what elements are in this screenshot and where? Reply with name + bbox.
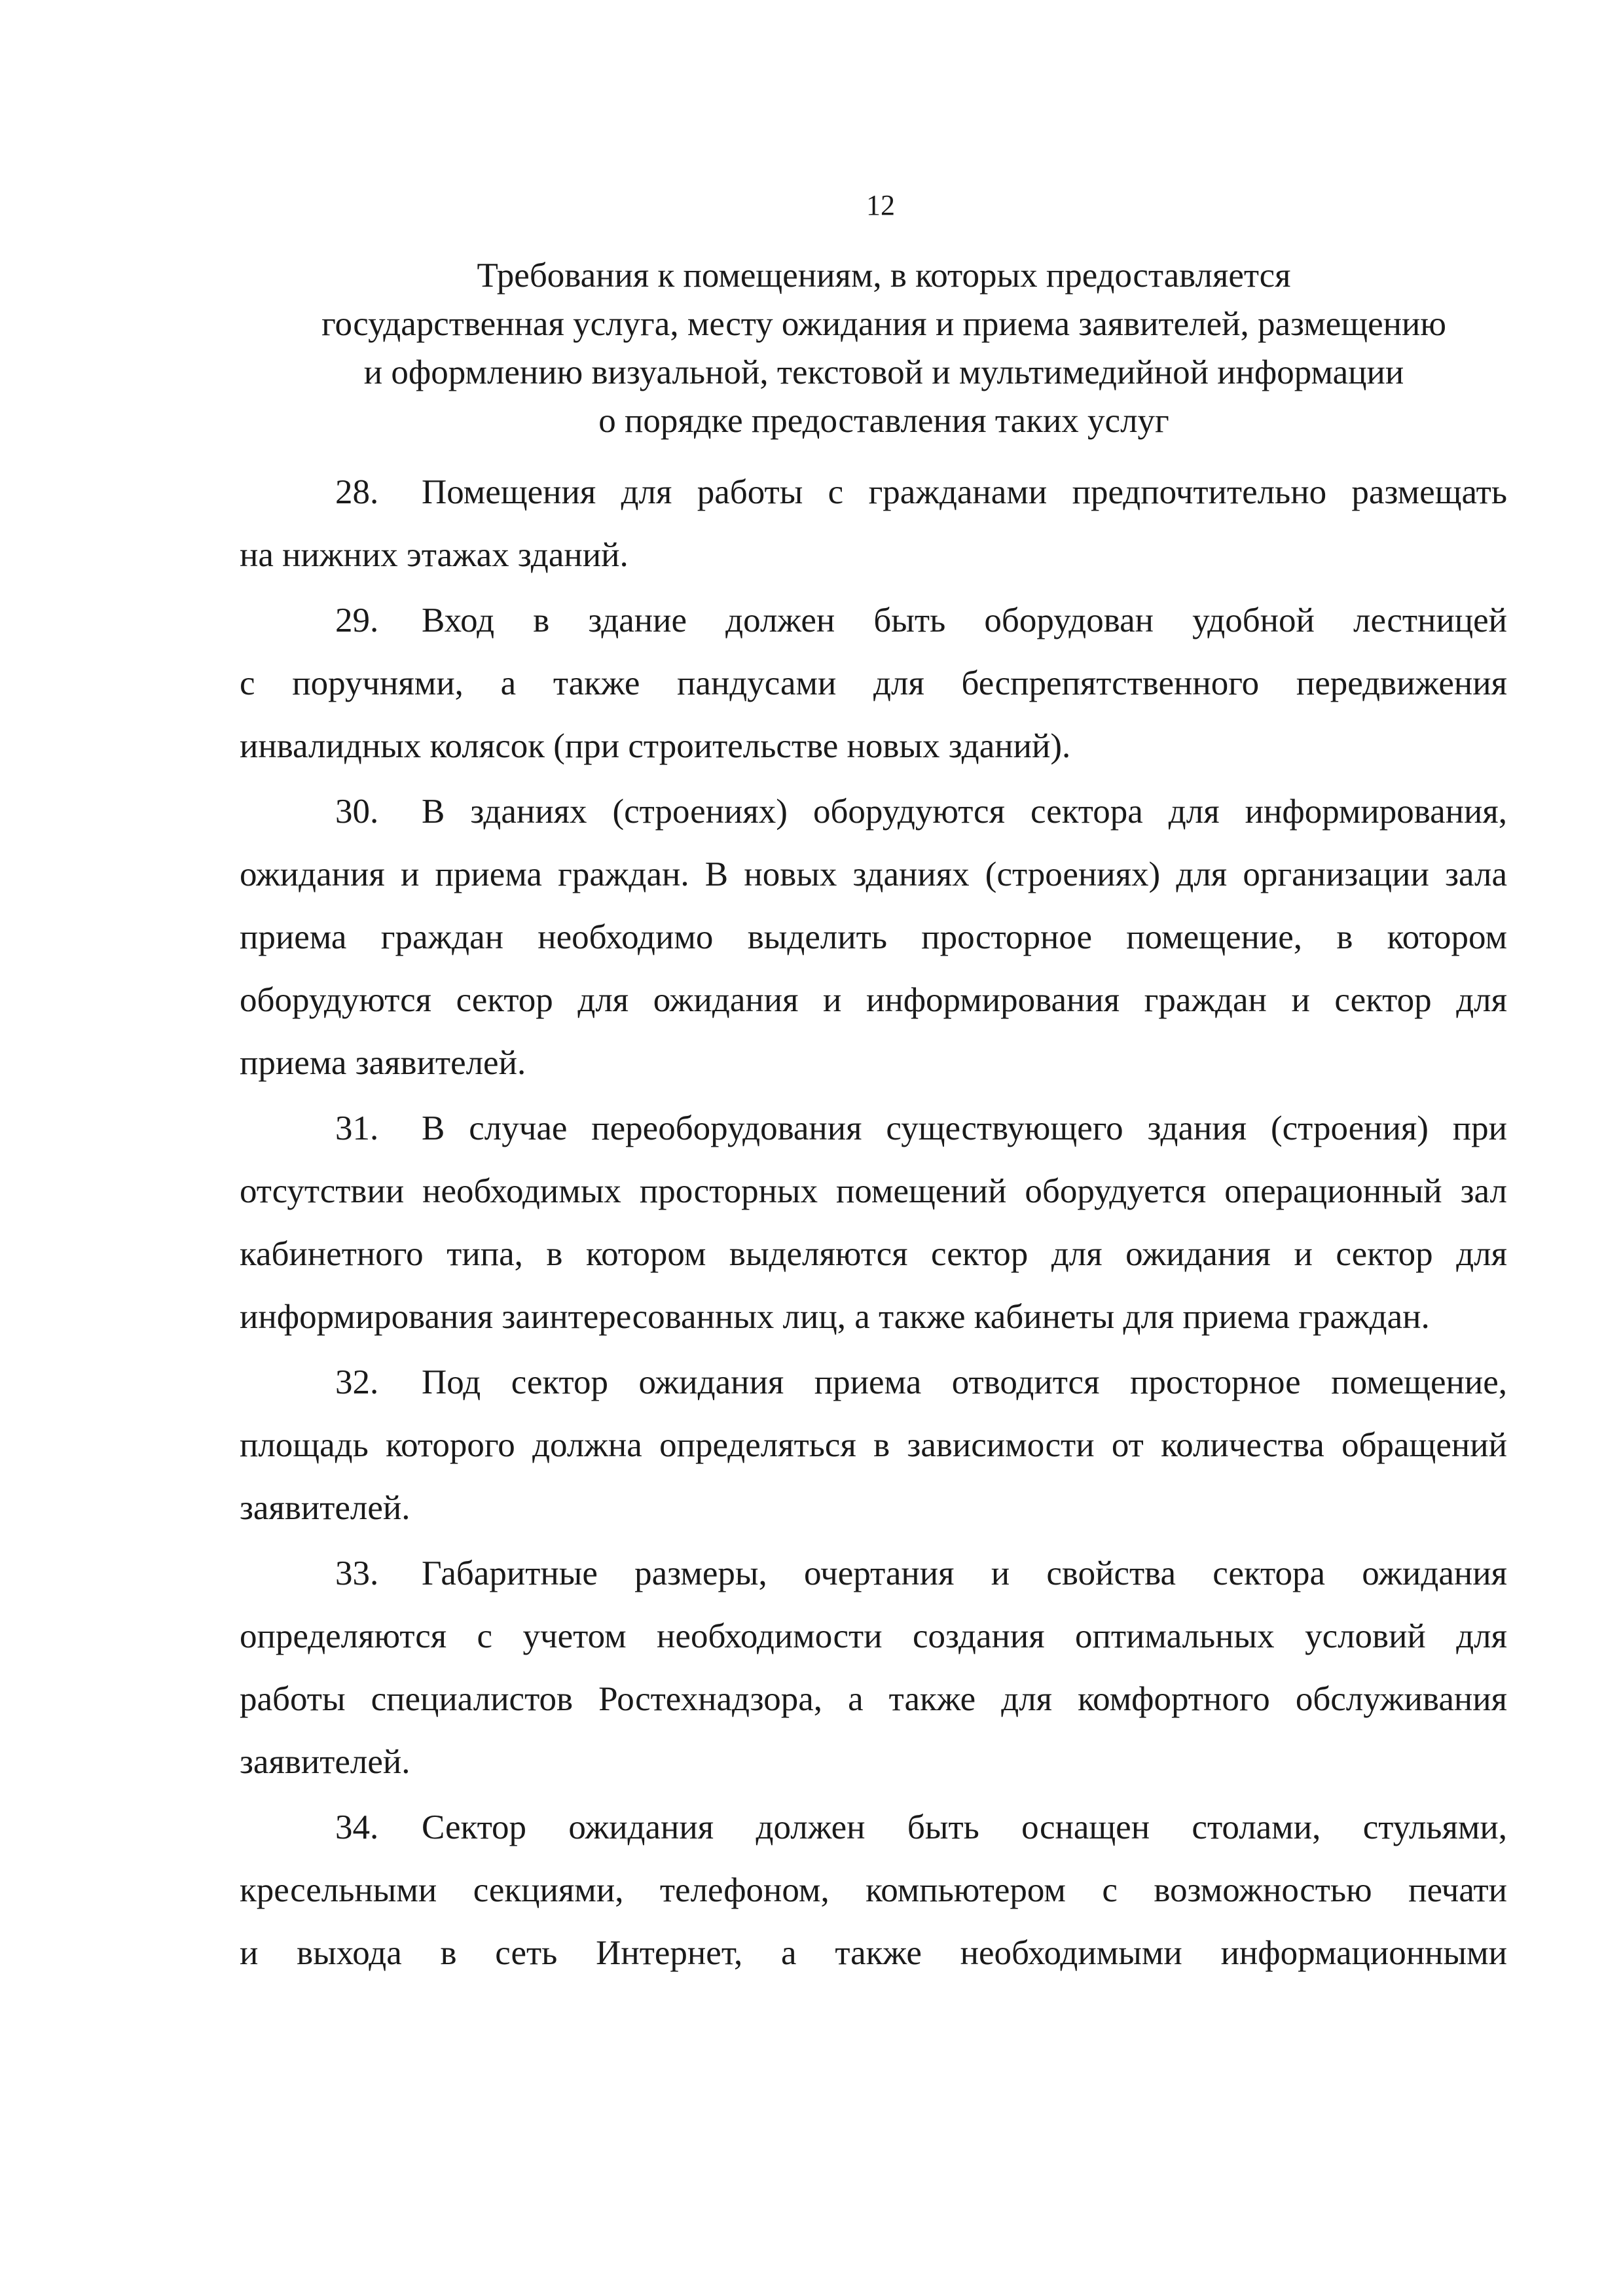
heading-line: и оформлению визуальной, текстовой и мультимедийной информации (363, 353, 1404, 391)
paragraph-line: кресельными секциями, телефоном, компьютером с возможностью печати (240, 1871, 1507, 1909)
paragraph-number: 29. (335, 601, 379, 639)
paragraph-line: на нижних этажах зданий. (240, 536, 629, 574)
document-body (240, 461, 1507, 1987)
paragraph-line: приема заявителей. (240, 1044, 526, 1082)
paragraph-line: работы специалистов Ростехнадзора, а также для комфортного обслуживания (240, 1680, 1507, 1718)
paragraph-number: 31. (335, 1109, 379, 1147)
paragraph-text: В зданиях (строениях) оборудуются сектора для информирования, (422, 793, 1507, 831)
paragraph-text: В случае переоборудования существующего здания (строения) при (422, 1109, 1507, 1147)
paragraph-line: оборудуются сектор для ожидания и информирования граждан и сектор для (240, 981, 1507, 1019)
paragraph-text: Помещения для работы с гражданами предпочтительно размещать (422, 473, 1507, 511)
paragraph-line: определяются с учетом необходимости создания оптимальных условий для (240, 1617, 1507, 1655)
numbered-paragraph (240, 1542, 1507, 1793)
paragraph-line (240, 461, 1507, 524)
paragraph-number: 32. (335, 1363, 379, 1401)
paragraph-line: информирования заинтересованных лиц, а также кабинеты для приема граждан. (240, 1298, 1430, 1336)
paragraph-line (240, 780, 1507, 843)
paragraph-line (240, 1796, 1507, 1859)
heading-line: Требования к помещениям, в которых предоставляется (477, 257, 1291, 295)
page-number: 12 (866, 189, 895, 221)
numbered-paragraph (240, 780, 1507, 1094)
paragraph-line: инвалидных колясок (при строительстве новых зданий). (240, 727, 1071, 765)
paragraph-line (240, 1097, 1507, 1160)
paragraph-line (240, 1542, 1507, 1605)
paragraph-line (240, 589, 1507, 652)
heading-line: государственная услуга, месту ожидания и приема заявителей, размещению (321, 305, 1446, 343)
paragraph-line: отсутствии необходимых просторных помещений оборудуется операционный зал (240, 1172, 1507, 1210)
paragraph-number: 33. (335, 1554, 379, 1592)
numbered-paragraph (240, 1351, 1507, 1539)
numbered-paragraph (240, 461, 1507, 586)
paragraph-line: ожидания и приема граждан. В новых зданиях (строениях) для организации зала (240, 855, 1507, 893)
paragraph-text: Габаритные размеры, очертания и свойства сектора ожидания (422, 1554, 1507, 1592)
paragraph-line (240, 1351, 1507, 1414)
paragraph-number: 30. (335, 793, 379, 831)
section-heading (236, 251, 1532, 445)
paragraph-number: 34. (335, 1808, 379, 1846)
heading-line: о порядке предоставления таких услуг (598, 402, 1169, 440)
paragraph-line: заявителей. (240, 1489, 410, 1527)
paragraph-line: с поручнями, а также пандусами для беспрепятственного передвижения (240, 664, 1507, 702)
paragraph-line: заявителей. (240, 1743, 410, 1781)
numbered-paragraph (240, 1796, 1507, 1984)
paragraph-line: кабинетного типа, в котором выделяются сектор для ожидания и сектор для (240, 1235, 1507, 1273)
paragraph-line: приема граждан необходимо выделить просторное помещение, в котором (240, 918, 1507, 956)
paragraph-line: площадь которого должна определяться в зависимости от количества обращений (240, 1426, 1507, 1464)
paragraph-text: Сектор ожидания должен быть оснащен столами, стульями, (422, 1808, 1507, 1846)
numbered-paragraph (240, 1097, 1507, 1348)
paragraph-text: Под сектор ожидания приема отводится просторное помещение, (422, 1363, 1507, 1401)
paragraph-text: Вход в здание должен быть оборудован удобной лестницей (422, 601, 1507, 639)
paragraph-line: и выхода в сеть Интернет, а также необходимыми информационными (240, 1934, 1507, 1972)
paragraph-number: 28. (335, 473, 379, 511)
numbered-paragraph (240, 589, 1507, 778)
